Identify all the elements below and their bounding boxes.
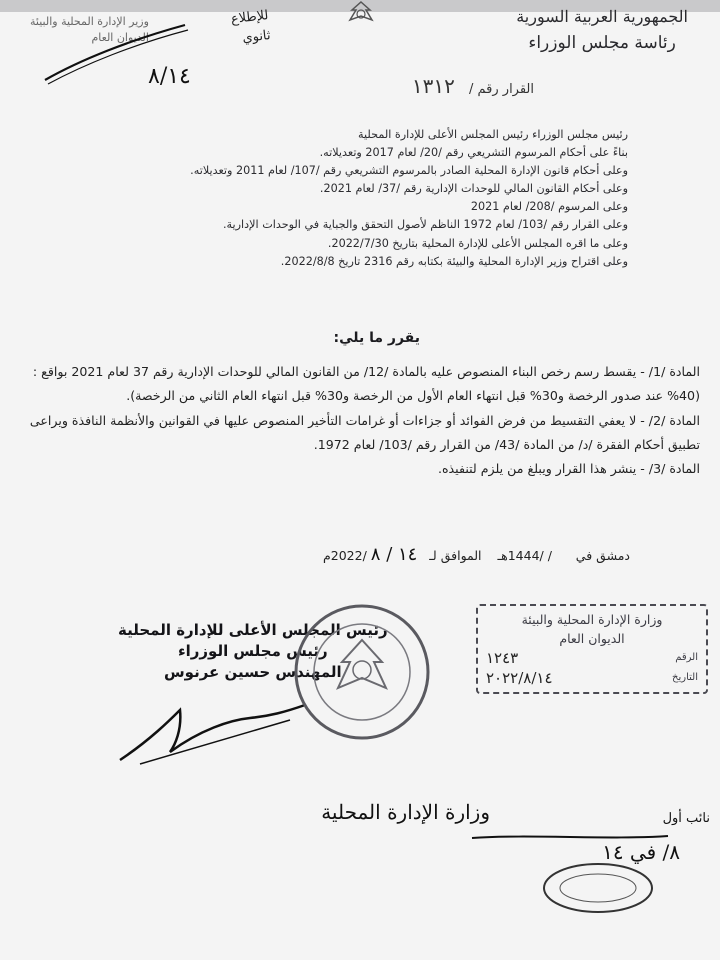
official-round-seal bbox=[290, 600, 435, 745]
article-3: المادة /3/ - ينشر هذا القرار ويبلغ من يلزم لتنفيذه. bbox=[437, 461, 700, 477]
date-gregorian-year: /2022م bbox=[323, 548, 367, 563]
preamble-line: وعلى المرسوم /208/ لعام 2021 bbox=[470, 200, 628, 214]
date-gregorian-handwritten: ١٤ / ٨ bbox=[370, 544, 418, 565]
issue-date-line bbox=[323, 544, 630, 565]
date-muwafiq: الموافق لـ bbox=[429, 548, 482, 563]
margin-note-line1: للإطلاع bbox=[230, 8, 270, 27]
preamble-line: وعلى ما اقره المجلس الأعلى للإدارة المحلية بتاريخ 2022/7/30. bbox=[327, 236, 628, 250]
handwritten-bottom-date: ٨/ في ١٤ bbox=[602, 840, 680, 864]
date-hijri: / /1444هـ bbox=[497, 548, 552, 563]
article-1: المادة /1/ - يقسط رسم رخص البناء المنصوص عليه بالمادة /12/ من القانون المالي للوحدات الإدارية رقم 37 لعام 2021 بواقع : (40% عند صدور الرخصة و30% قبل انتهاء العام الأول من الرخصة و30% قبل انتهاء العام الثاني من الرخصة). bbox=[32, 364, 700, 404]
article-2: المادة /2/ - لا يعفي التقسيط من فرض الفوائد أو جزاءات أو غرامات التأخير المنصوص عليها في القوانين والأنظمة النافذة ويراعى تطبيق أحكام الفقرة /د/ من المادة /43/ من القرار رقم /103/ لعام 1972. bbox=[29, 412, 700, 452]
handwritten-forwarding-note: وزارة الإدارة المحلية bbox=[321, 800, 490, 824]
preamble-line: رئيس مجلس الوزراء رئيس المجلس الأعلى للإدارة المحلية bbox=[358, 128, 628, 141]
ministry-department: الديوان العام bbox=[91, 31, 149, 44]
preamble-line: وعلى أحكام القانون المالي للوحدات الإدارية رقم /37/ لعام 2021. bbox=[319, 182, 628, 196]
signatory-title-1: رئيس المجلس الأعلى للإدارة المحلية bbox=[118, 621, 388, 639]
margin-note-line2: ثانوي bbox=[241, 28, 272, 46]
preamble-line: وعلى أحكام قانون الإدارة المحلية الصادر بالمرسوم التشريعي رقم /107/ لعام 2011 وتعديلاته. bbox=[190, 164, 628, 178]
stamp-ref-row bbox=[486, 648, 698, 668]
stamp-date-label: التاريخ bbox=[672, 672, 698, 683]
preamble bbox=[190, 126, 628, 271]
small-oval-seal bbox=[538, 858, 658, 918]
stamp-department: الديوان العام bbox=[559, 631, 625, 646]
stamp-date-row bbox=[486, 668, 698, 688]
stamp-date-handwritten: ٢٠٢٢/٨/١٤ bbox=[486, 669, 553, 687]
office-name: رئاسة مجلس الوزراء bbox=[528, 33, 676, 53]
decision-number-handwritten: ١٣١٢ bbox=[411, 74, 455, 98]
registry-stamp bbox=[476, 604, 708, 694]
stamp-ministry: وزارة الإدارة المحلية والبيئة bbox=[521, 612, 663, 627]
handwritten-margin-note bbox=[230, 6, 272, 50]
decides-heading: يقرر ما يلي: bbox=[333, 330, 420, 346]
preamble-line: بناءً على أحكام المرسوم التشريعي رقم /20/ لعام 2017 وتعديلاته. bbox=[319, 146, 628, 160]
preamble-line: وعلى القرار رقم /103/ لعام 1972 الناظم لأصول التحقق والجباية في الوحدات الإدارية. bbox=[222, 218, 628, 232]
stamp-ref-label: الرقم bbox=[675, 652, 698, 663]
articles bbox=[10, 360, 700, 481]
date-place: دمشق في bbox=[575, 548, 630, 563]
signatory-name: المهندس حسين عرنوس bbox=[163, 663, 342, 681]
stamp-ref-handwritten: ١٢٤٣ bbox=[486, 649, 519, 667]
handwritten-date-top: ٨/١٤ bbox=[148, 64, 191, 89]
handwritten-signature bbox=[110, 690, 310, 770]
handwritten-side-note: نائب أول bbox=[662, 811, 710, 826]
eagle-emblem-icon bbox=[340, 0, 382, 26]
signatory-title-2: رئيس مجلس الوزراء bbox=[177, 642, 328, 660]
decision-number-label: القرار رقم / bbox=[469, 82, 534, 97]
decision-number-row bbox=[412, 74, 534, 98]
ministry-name: وزير الإدارة المحلية والبيئة bbox=[30, 15, 149, 28]
preamble-line: وعلى اقتراح وزير الإدارة المحلية والبيئة بكتابه رقم 2316 تاريخ 2022/8/8. bbox=[280, 254, 628, 268]
letterhead bbox=[516, 4, 688, 56]
country-name: الجمهورية العربية السورية bbox=[516, 7, 688, 26]
